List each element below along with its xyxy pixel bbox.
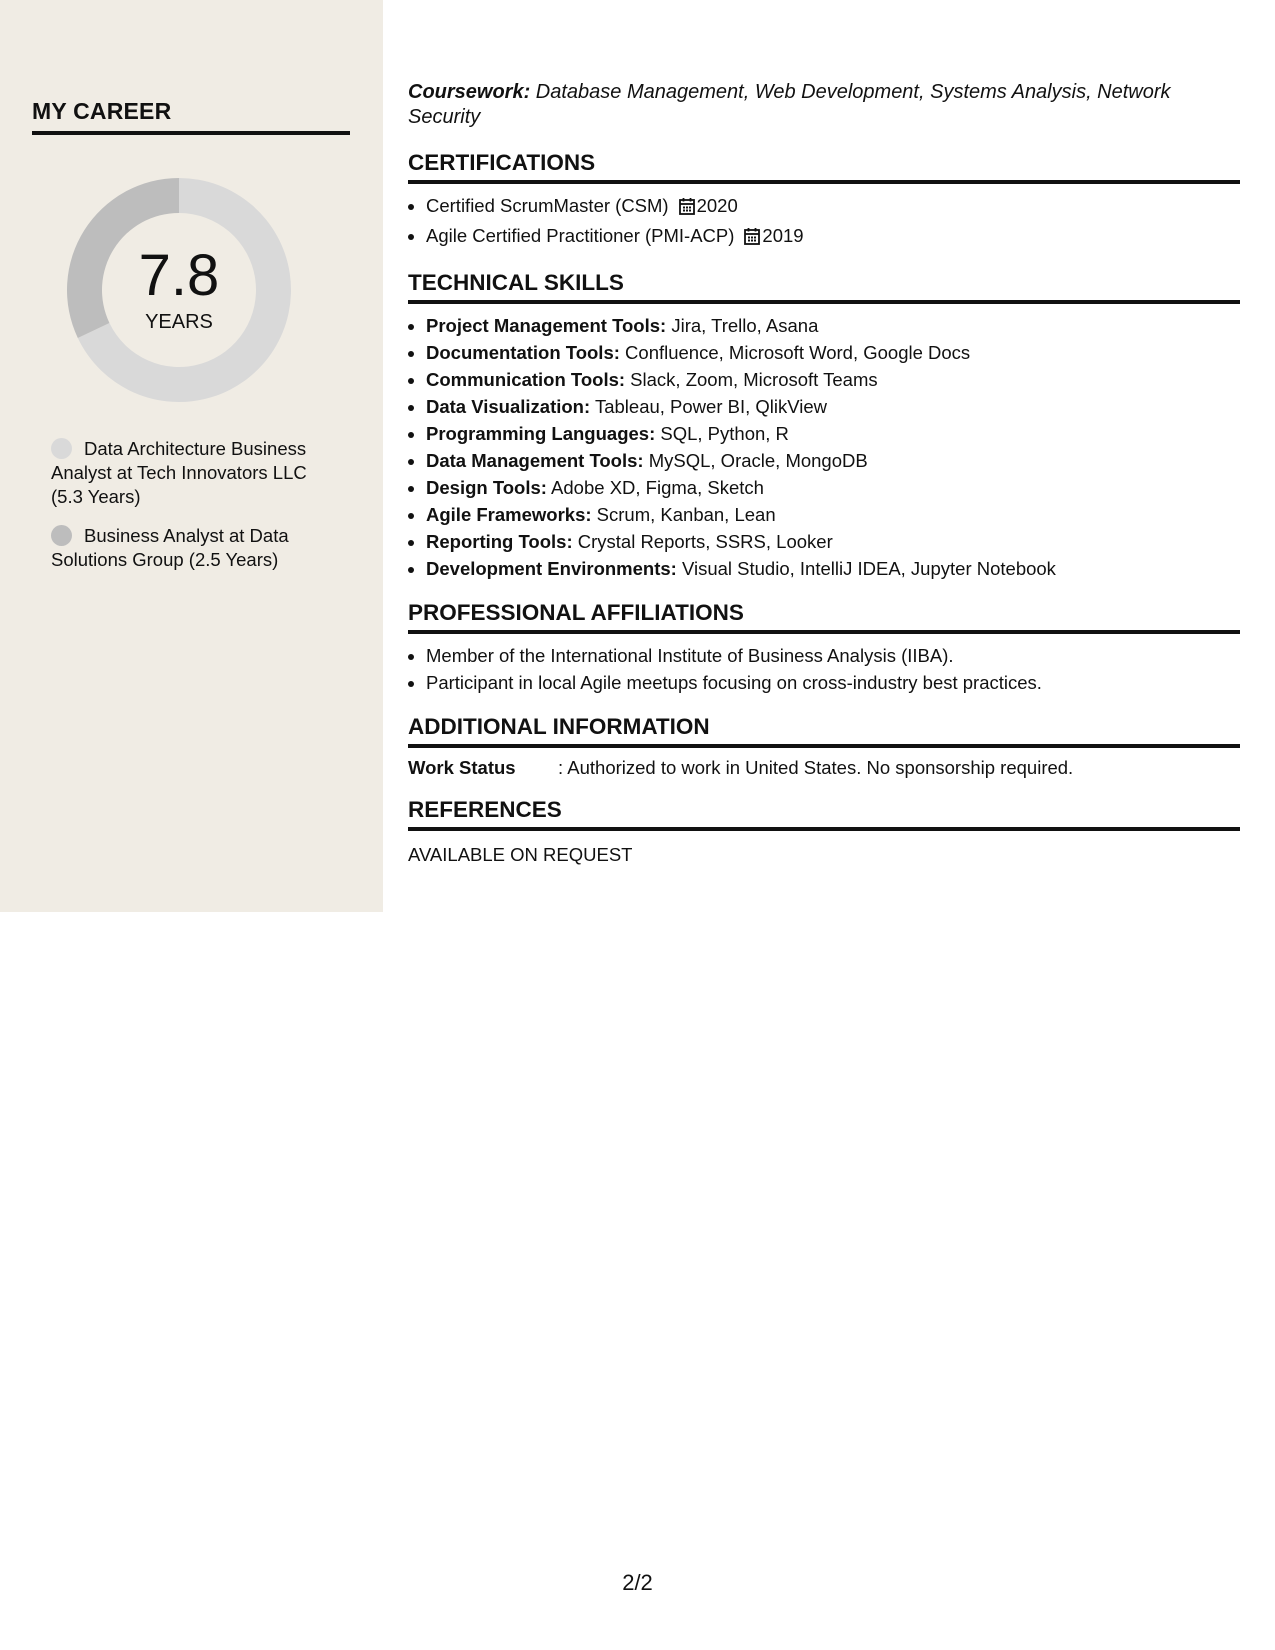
- list-item: [426, 393, 1240, 420]
- skill-label: Programming Languages:: [426, 423, 656, 444]
- certification-year: 2020: [696, 195, 738, 216]
- coursework-label: Coursework:: [408, 81, 531, 103]
- skill-label: Project Management Tools:: [426, 315, 667, 336]
- list-item: [426, 339, 1240, 366]
- list-item: [426, 555, 1240, 582]
- affiliations-list: [408, 642, 1240, 696]
- legend-label: Business Analyst at Data Solutions Group (2.5 Years): [51, 525, 289, 570]
- skill-label: Reporting Tools:: [426, 531, 573, 552]
- list-item: [426, 501, 1240, 528]
- legend-item: [51, 524, 326, 572]
- skill-value: Slack, Zoom, Microsoft Teams: [625, 369, 878, 390]
- skill-value: Jira, Trello, Asana: [666, 315, 819, 336]
- legend-label: Data Architecture Business Analyst at Tech Innovators LLC (5.3 Years): [51, 438, 307, 507]
- list-item: • Participant in local Agile meetups focusing on cross-industry best practices.: [426, 669, 1240, 696]
- page-number: 2/2: [622, 1570, 653, 1595]
- technical-skills-list: [408, 312, 1240, 582]
- certifications-heading: CERTIFICATIONS: [408, 150, 1240, 184]
- skill-value: Tableau, Power BI, QlikView: [590, 396, 828, 417]
- career-sidebar: [0, 0, 383, 912]
- skill-label: Agile Frameworks:: [426, 504, 592, 525]
- skill-label: Data Visualization:: [426, 396, 591, 417]
- list-item: [426, 447, 1240, 474]
- coursework: [408, 80, 1240, 130]
- coursework-text: Database Management, Web Development, Systems Analysis, Network Security: [408, 81, 1171, 128]
- certification-name: Agile Certified Practitioner (PMI-ACP): [426, 225, 735, 246]
- technical-skills-heading: TECHNICAL SKILLS: [408, 270, 1240, 304]
- skill-value: Visual Studio, IntelliJ IDEA, Jupyter Notebook: [676, 558, 1056, 579]
- skill-value: SQL, Python, R: [655, 423, 789, 444]
- skill-value: Crystal Reports, SSRS, Looker: [572, 531, 833, 552]
- list-item: [426, 222, 1240, 252]
- affiliations-heading: PROFESSIONAL AFFILIATIONS: [408, 600, 1240, 634]
- list-item: [426, 366, 1240, 393]
- main-content: [408, 80, 1240, 868]
- additional-info-heading: ADDITIONAL INFORMATION: [408, 714, 1240, 748]
- skill-label: Design Tools:: [426, 477, 547, 498]
- list-item: [426, 420, 1240, 447]
- career-legend: [51, 437, 326, 587]
- skill-value: Confluence, Microsoft Word, Google Docs: [619, 342, 971, 363]
- skill-label: Data Management Tools:: [426, 450, 644, 471]
- work-status-value: : Authorized to work in United States. No sponsorship required.: [558, 757, 1074, 778]
- career-heading: MY CAREER: [32, 98, 350, 135]
- list-item: [426, 528, 1240, 555]
- work-status-label: Work Status: [408, 757, 516, 778]
- calendar-icon: [679, 195, 695, 222]
- list-item: [426, 312, 1240, 339]
- skill-value: Adobe XD, Figma, Sketch: [546, 477, 764, 498]
- certification-year: 2019: [762, 225, 804, 246]
- skill-label: Documentation Tools:: [426, 342, 620, 363]
- legend-dot: [51, 525, 72, 546]
- total-years-value: 7.8: [138, 243, 220, 308]
- total-years-unit: YEARS: [145, 311, 213, 333]
- list-item: [426, 474, 1240, 501]
- references-text: AVAILABLE ON REQUEST: [408, 844, 633, 865]
- skill-value: MySQL, Oracle, MongoDB: [643, 450, 868, 471]
- skill-value: Scrum, Kanban, Lean: [591, 504, 776, 525]
- skill-label: Communication Tools:: [426, 369, 626, 390]
- skill-label: Development Environments:: [426, 558, 677, 579]
- certification-name: Certified ScrumMaster (CSM): [426, 195, 669, 216]
- list-item: [426, 192, 1240, 222]
- references-heading: REFERENCES: [408, 797, 1240, 831]
- legend-dot: [51, 438, 72, 459]
- work-status-row: [408, 754, 1240, 781]
- career-donut-chart: [66, 177, 292, 403]
- legend-item: [51, 437, 326, 509]
- calendar-icon: [744, 225, 760, 252]
- certifications-list: [408, 192, 1240, 252]
- list-item: • Member of the International Institute of Business Analysis (IIBA).: [426, 642, 1240, 669]
